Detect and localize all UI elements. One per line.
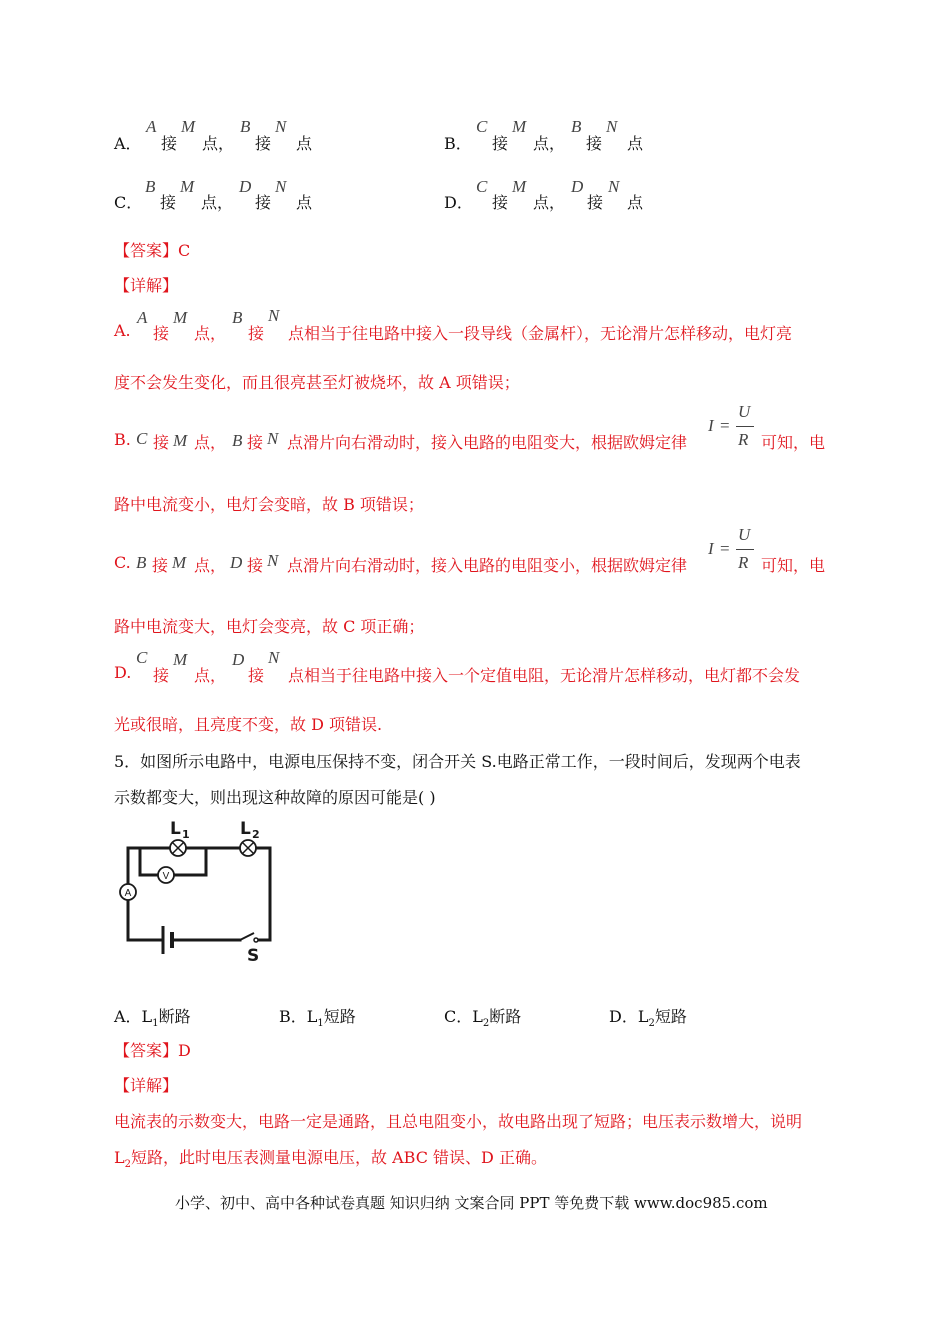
l2-sub: 2 bbox=[252, 828, 260, 841]
formula-u: U bbox=[738, 402, 751, 421]
text: 接 bbox=[248, 324, 265, 343]
l1-sub: 1 bbox=[182, 828, 190, 841]
text: 点 bbox=[627, 193, 644, 212]
var: M bbox=[180, 177, 195, 196]
var: B bbox=[136, 553, 147, 572]
formula-r: R bbox=[738, 553, 749, 572]
explain-label: B. bbox=[114, 430, 131, 449]
q5-option-d bbox=[609, 1004, 687, 1029]
l2-label: L bbox=[240, 819, 251, 839]
option-label: C．L bbox=[444, 1007, 483, 1026]
text: 可知，电 bbox=[761, 433, 826, 452]
formula-i: I bbox=[708, 416, 714, 435]
text: 点相当于往电路中接入一个定值电阻，无论滑片怎样移动，电灯都不会发 bbox=[288, 666, 801, 685]
var: B bbox=[571, 117, 582, 136]
text: 点， bbox=[533, 134, 566, 153]
text: 点， bbox=[194, 666, 227, 685]
text: 接 bbox=[153, 433, 170, 452]
var: B bbox=[240, 117, 251, 136]
option-label: A． bbox=[114, 134, 142, 153]
ohm-formula bbox=[708, 402, 758, 452]
var: D bbox=[239, 177, 252, 196]
text: 接 bbox=[153, 324, 170, 343]
text: 点， bbox=[194, 556, 227, 575]
ammeter-label: A bbox=[124, 888, 132, 899]
fraction-bar bbox=[736, 549, 754, 550]
text: 光或很暗，且亮度不变，故 D 项错误. bbox=[114, 715, 383, 734]
var: D bbox=[232, 650, 245, 669]
option-text: 短路 bbox=[323, 1007, 356, 1026]
q5-stem-line1: 5．如图所示电路中，电源电压保持不变，闭合开关 S.电路正常工作，一段时间后，发现两个电表 bbox=[114, 752, 801, 771]
q5-option-a bbox=[114, 1004, 191, 1029]
text: 接 bbox=[255, 134, 272, 153]
text: 短路，此时电压表测量电源电压，故 ABC 错误、D 正确。 bbox=[131, 1148, 547, 1167]
var: D bbox=[230, 553, 243, 572]
text: 点滑片向右滑动时，接入电路的电阻变小，根据欧姆定律 bbox=[287, 556, 688, 575]
var: M bbox=[172, 553, 187, 572]
var: M bbox=[173, 431, 188, 450]
option-label: D． bbox=[444, 193, 473, 212]
var: N bbox=[608, 177, 620, 196]
var: B bbox=[232, 431, 243, 450]
text: 点， bbox=[201, 193, 234, 212]
q4-answer: 【答案】C bbox=[114, 241, 191, 260]
page-footer: 小学、初中、高中各种试卷真题 知识归纳 文案合同 PPT 等免费下载 www.doc985.com bbox=[175, 1194, 768, 1212]
q5-option-c bbox=[444, 1004, 521, 1029]
var: C bbox=[476, 177, 488, 196]
var: B bbox=[232, 308, 243, 327]
explain-label: A. bbox=[114, 321, 131, 340]
ohm-formula bbox=[708, 525, 758, 575]
text: 点 bbox=[296, 134, 313, 153]
text: 接 bbox=[161, 134, 178, 153]
text: 点滑片向右滑动时，接入电路的电阻变大，根据欧姆定律 bbox=[287, 433, 688, 452]
option-text: 断路 bbox=[158, 1007, 191, 1026]
var: N bbox=[606, 117, 618, 136]
option-label: B．L bbox=[279, 1007, 318, 1026]
option-text: 断路 bbox=[489, 1007, 522, 1026]
text: 接 bbox=[492, 193, 509, 212]
var: B bbox=[145, 177, 156, 196]
text: 接 bbox=[248, 666, 265, 685]
var: A bbox=[137, 308, 148, 327]
text: 接 bbox=[247, 556, 264, 575]
q5-detail-heading: 【详解】 bbox=[114, 1076, 179, 1095]
option-label: C． bbox=[114, 193, 143, 212]
var: M bbox=[512, 177, 527, 196]
text: 路中电流变小，电灯会变暗，故 B 项错误； bbox=[114, 495, 424, 514]
text: 度不会发生变化，而且很亮甚至灯被烧坏，故 A 项错误； bbox=[114, 373, 520, 392]
text: L bbox=[114, 1148, 125, 1167]
var: D bbox=[571, 177, 584, 196]
text: 接 bbox=[247, 433, 264, 452]
var: M bbox=[181, 117, 196, 136]
var: N bbox=[268, 648, 280, 667]
q5-answer: 【答案】D bbox=[114, 1041, 191, 1060]
text: 点， bbox=[533, 193, 566, 212]
text: 接 bbox=[255, 193, 272, 212]
formula-r: R bbox=[738, 430, 749, 449]
var: N bbox=[268, 306, 280, 325]
q4-detail-heading: 【详解】 bbox=[114, 276, 179, 295]
text: 点 bbox=[627, 134, 644, 153]
text: 接 bbox=[586, 134, 603, 153]
formula-u: U bbox=[738, 525, 751, 544]
var: M bbox=[173, 650, 188, 669]
explain-label: C. bbox=[114, 553, 131, 572]
circuit-diagram bbox=[110, 815, 280, 965]
lamp-l2-icon bbox=[240, 840, 256, 856]
text: 点， bbox=[202, 134, 235, 153]
var: C bbox=[136, 648, 148, 667]
voltmeter-label: V bbox=[162, 871, 170, 882]
text: 接 bbox=[152, 556, 169, 575]
subscript: 1 bbox=[317, 1018, 324, 1030]
ammeter-icon bbox=[120, 884, 136, 900]
subscript: 2 bbox=[482, 1018, 490, 1030]
text: 接 bbox=[160, 193, 177, 212]
option-text: 短路 bbox=[654, 1007, 687, 1026]
q5-explain-line2 bbox=[114, 1145, 547, 1170]
text: 点 bbox=[296, 193, 313, 212]
formula-eq: = bbox=[720, 416, 730, 435]
text: 路中电流变大，电灯会变亮，故 C 项正确； bbox=[114, 617, 425, 636]
subscript: 1 bbox=[152, 1018, 159, 1030]
text: 点， bbox=[194, 324, 227, 343]
lamp-l1-icon bbox=[170, 840, 186, 856]
var: N bbox=[267, 551, 279, 570]
voltmeter-icon bbox=[158, 867, 174, 883]
explain-label: D. bbox=[114, 663, 132, 682]
subscript: 2 bbox=[648, 1018, 655, 1030]
var: N bbox=[275, 177, 287, 196]
formula-i: I bbox=[708, 539, 714, 558]
formula-eq: = bbox=[720, 539, 730, 558]
var: N bbox=[275, 117, 287, 136]
q5-option-b bbox=[279, 1004, 356, 1029]
l1-label: L bbox=[170, 819, 181, 839]
var: C bbox=[476, 117, 488, 136]
q5-stem-line2: 示数都变大，则出现这种故障的原因可能是( ) bbox=[114, 788, 436, 807]
switch-label: S bbox=[247, 946, 260, 965]
q5-explain-line1: 电流表的示数变大，电路一定是通路，且总电阻变小，故电路出现了短路；电压表示数增大，说明 bbox=[114, 1112, 803, 1131]
text: 可知，电 bbox=[761, 556, 826, 575]
var: A bbox=[146, 117, 157, 136]
text: 点相当于往电路中接入一段导线（金属杆），无论滑片怎样移动，电灯亮 bbox=[288, 324, 793, 343]
var: M bbox=[173, 308, 188, 327]
text: 接 bbox=[492, 134, 509, 153]
var: M bbox=[512, 117, 527, 136]
text: 点， bbox=[194, 433, 227, 452]
option-label: A．L bbox=[114, 1007, 153, 1026]
fraction-bar bbox=[736, 426, 754, 427]
option-label: D．L bbox=[609, 1007, 649, 1026]
subscript: 2 bbox=[124, 1159, 131, 1171]
var: N bbox=[267, 429, 279, 448]
option-label: B． bbox=[444, 134, 472, 153]
text: 接 bbox=[587, 193, 604, 212]
var: C bbox=[136, 429, 148, 448]
text: 接 bbox=[153, 666, 170, 685]
